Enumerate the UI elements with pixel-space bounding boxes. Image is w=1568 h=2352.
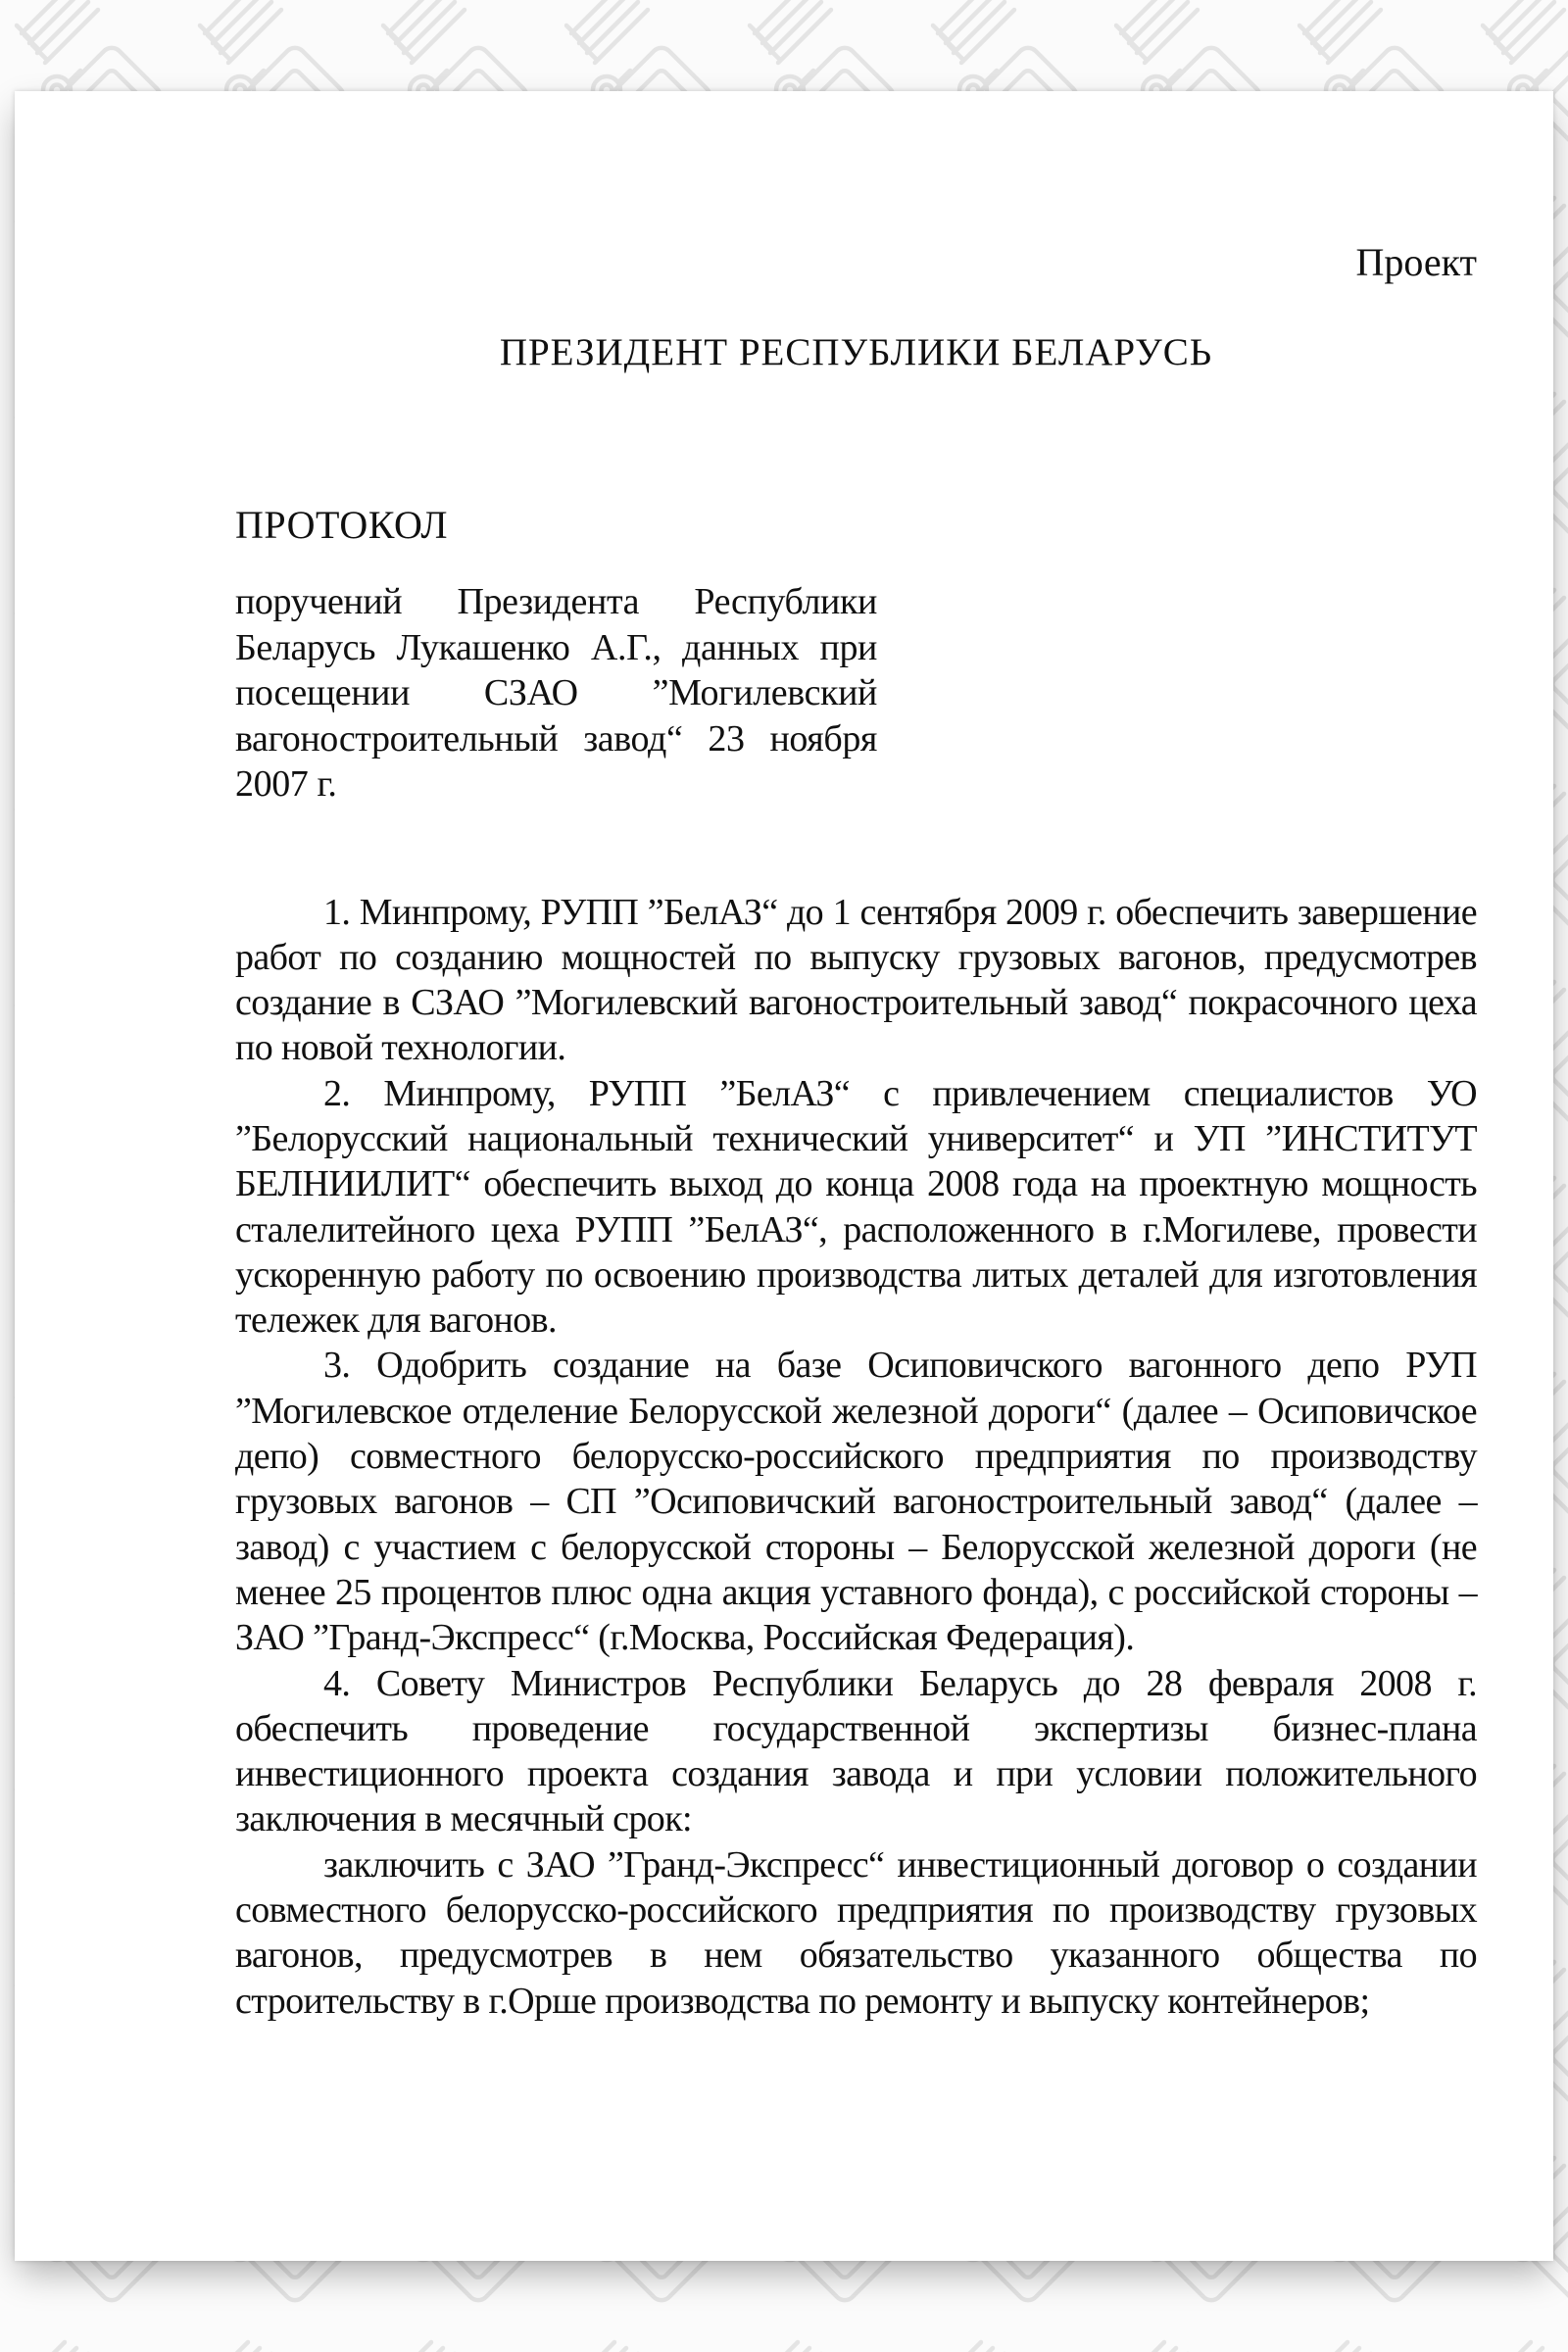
paragraph-item-3: 3. Одобрить создание на базе Осиповичского вагонного депо РУП ”Могилевское отделение Белорусской железной дороги“ (далее – Осиповичское депо) совместного белорусско-российского предприятия по производству грузовых вагонов – СП ”Осиповичский вагоностроительный завод“ (далее – завод) с участием с белорусской стороны – Белорусской железной дороги (не менее 25 процентов плюс одна акция уставного фонда), с российской стороны – ЗАО ”Гранд-Экспресс“ (г.Москва, Российская Федерация). bbox=[235, 1345, 1477, 1659]
doc-body bbox=[235, 890, 1477, 2024]
doc-subtitle-block: поручений Президента Республики Беларусь Лукашенко А.Г., данных при посещении СЗАО ”Могилевский вагоностроительный завод“ 23 ноября 2007 г. bbox=[235, 581, 877, 805]
doc-protocol-title: ПРОТОКОЛ bbox=[235, 503, 449, 547]
paragraph-item-1: 1. Минпрому, РУПП ”БелАЗ“ до 1 сентября 2009 г. обеспечить завершение работ по созданию мощностей по выпуску грузовых вагонов, предусмотрев создание в СЗАО ”Могилевский вагоностроительный завод“ покрасочного цеха по новой технологии. bbox=[235, 891, 1477, 1069]
doc-header-title: ПРЕЗИДЕНТ РЕСПУБЛИКИ БЕЛАРУСЬ bbox=[499, 331, 1213, 373]
doc-draft-label: Проект bbox=[1355, 240, 1477, 284]
paragraph-item-2: 2. Минпрому, РУПП ”БелАЗ“ с привлечением специалистов УО ”Белорусский национальный технический университет“ и УП ”ИНСТИТУТ БЕЛНИИЛИТ“ обеспечить выход до конца 2008 года на проектную мощность сталелитейного цеха РУПП ”БелАЗ“, расположенного в г.Могилеве, провести ускоренную работу по освоению производства литых деталей для изготовления тележек для вагонов. bbox=[235, 1072, 1477, 1342]
paragraph-subitem-4a: заключить с ЗАО ”Гранд-Экспресс“ инвестиционный договор о создании совместного белорусско-российского предприятия по производству грузовых вагонов, предусмотрев в нем обязательство указанного общества по строительству в г.Орше производства по ремонту и выпуску контейнеров; bbox=[235, 1843, 1477, 2022]
document-page bbox=[15, 91, 1553, 2261]
paragraph-item-4: 4. Совету Министров Республики Беларусь до 28 февраля 2008 г. обеспечить проведение государственной экспертизы бизнес-плана инвестиционного проекта создания завода и при условии положительного заключения в месячный срок: bbox=[235, 1662, 1477, 1840]
